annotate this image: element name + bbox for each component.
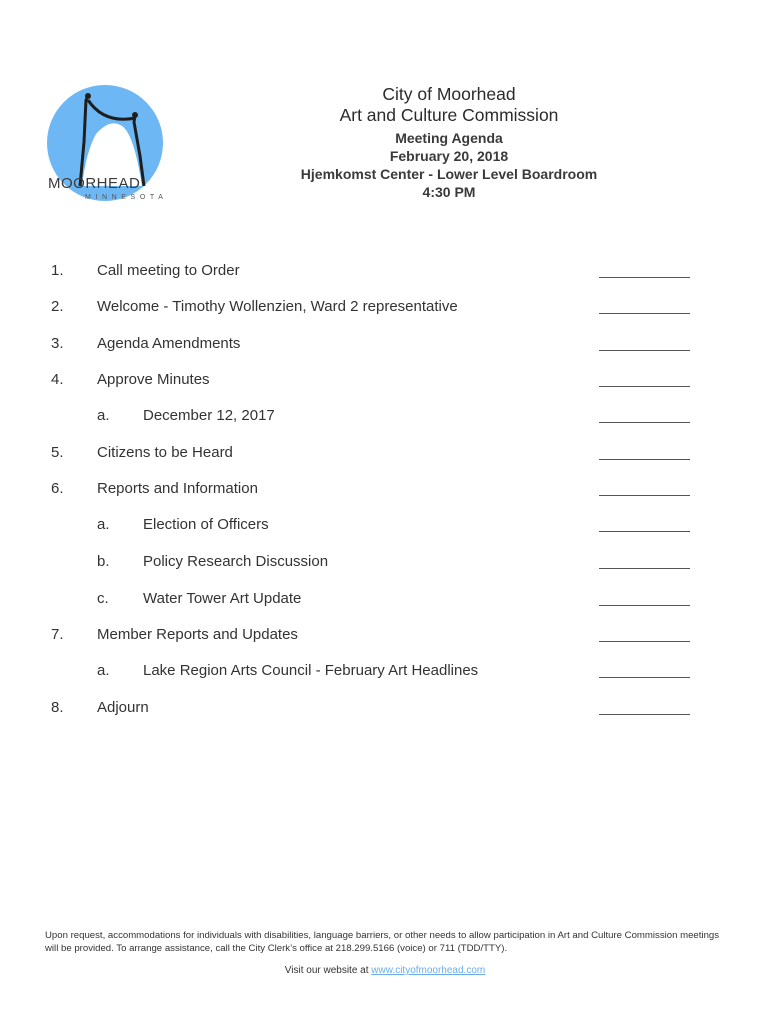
item-number: 7. <box>51 626 64 643</box>
item-letter: c. <box>97 590 109 607</box>
item-text: Citizens to be Heard <box>97 444 233 461</box>
agenda-item <box>0 480 770 502</box>
item-number: 2. <box>51 298 64 315</box>
item-text: Welcome - Timothy Wollenzien, Ward 2 representative <box>97 298 458 315</box>
document-title: Meeting Agenda <box>395 130 503 146</box>
initial-line <box>599 422 690 423</box>
initial-line <box>599 677 690 678</box>
moorhead-logo-graphic <box>38 82 188 212</box>
item-text: Member Reports and Updates <box>97 626 298 643</box>
agenda-item <box>0 335 770 357</box>
accommodation-notice: Upon request, accommodations for individuals with disabilities, language barriers, or other needs to allow participation in Art and Culture Commission meetings will be provided. To arrange assistance, call the City Clerk’s office at 218.299.5166 (voice) or 711 (TDD/TTY). <box>45 930 720 954</box>
initial-line <box>599 605 690 606</box>
initial-line <box>599 386 690 387</box>
commission-name: Art and Culture Commission <box>339 105 559 125</box>
item-text: Approve Minutes <box>97 371 210 388</box>
item-text: Water Tower Art Update <box>143 590 302 607</box>
item-text: Call meeting to Order <box>97 262 240 279</box>
initial-line <box>599 350 690 351</box>
item-number: 8. <box>51 699 64 716</box>
initial-line <box>599 495 690 496</box>
item-text: Lake Region Arts Council - February Art Headlines <box>143 662 479 679</box>
item-text: Election of Officers <box>143 516 269 533</box>
item-number: 6. <box>51 480 64 497</box>
agenda-item <box>0 262 770 284</box>
initial-line <box>599 714 690 715</box>
logo-state: MINNESOTA <box>85 194 168 201</box>
meeting-location: Hjemkomst Center - Lower Level Boardroom <box>300 166 598 182</box>
item-letter: a. <box>97 662 110 679</box>
item-text: Adjourn <box>97 699 149 716</box>
item-number: 5. <box>51 444 64 461</box>
agenda-item <box>0 699 770 721</box>
agenda-subitem <box>0 553 770 575</box>
item-number: 1. <box>51 262 64 279</box>
item-letter: a. <box>97 407 110 424</box>
initial-line <box>599 459 690 460</box>
item-number: 4. <box>51 371 64 388</box>
website-link[interactable]: www.cityofmoorhead.com <box>371 965 486 976</box>
initial-line <box>599 277 690 278</box>
agenda-item <box>0 626 770 648</box>
agenda-item <box>0 371 770 393</box>
website-label: Visit our website at <box>284 965 372 976</box>
initial-line <box>599 531 690 532</box>
item-text: Policy Research Discussion <box>143 553 329 570</box>
item-text: Reports and Information <box>97 480 258 497</box>
agenda-subitem <box>0 662 770 684</box>
agenda-subitem <box>0 407 770 429</box>
item-text: December 12, 2017 <box>143 407 275 424</box>
item-letter: a. <box>97 516 110 533</box>
agenda-subitem <box>0 590 770 612</box>
moorhead-logo <box>38 82 188 212</box>
meeting-time: 4:30 PM <box>422 184 476 200</box>
agenda-header <box>290 84 608 201</box>
city-name: City of Moorhead <box>382 84 516 104</box>
agenda-item <box>0 444 770 466</box>
item-text: Agenda Amendments <box>97 335 241 352</box>
initial-line <box>599 313 690 314</box>
initial-line <box>599 568 690 569</box>
logo-wordmark: MOORHEAD <box>48 175 141 192</box>
item-number: 3. <box>51 335 64 352</box>
item-letter: b. <box>97 553 110 570</box>
meeting-date: February 20, 2018 <box>389 148 509 164</box>
website-line <box>0 965 770 976</box>
initial-line <box>599 641 690 642</box>
agenda-subitem <box>0 516 770 538</box>
agenda-item <box>0 298 770 320</box>
